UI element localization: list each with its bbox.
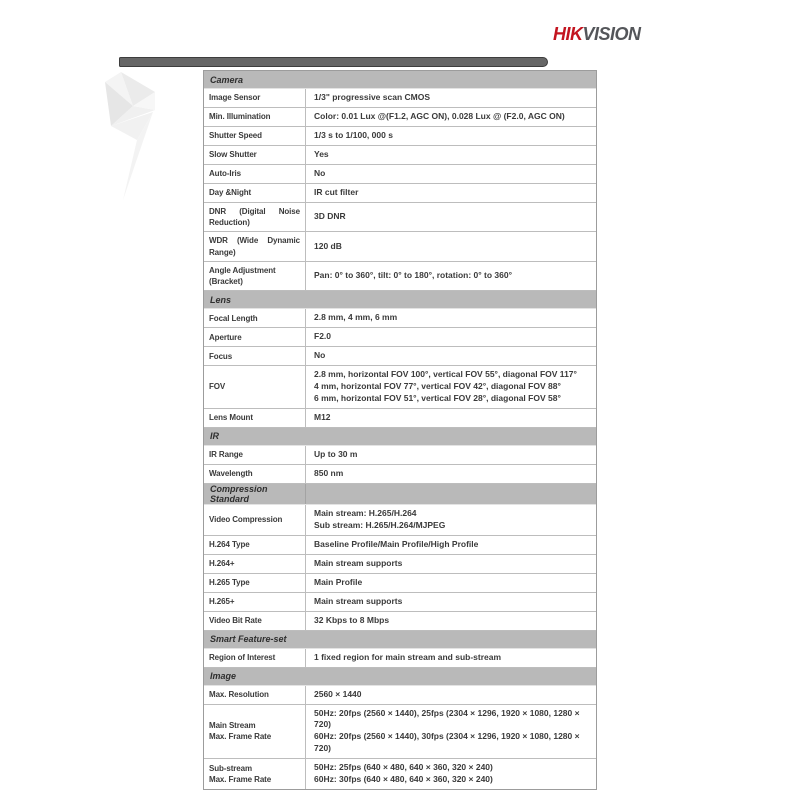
spec-value-line: 1 fixed region for main stream and sub-stream (314, 651, 502, 662)
spec-value-line: 1/3 s to 1/100, 000 s (314, 130, 393, 141)
spec-label-cell (204, 574, 306, 592)
spec-value-cell (306, 574, 596, 592)
spec-value-line: 120 dB (314, 240, 342, 251)
spec-label-line: DNR (Digital Noise Reduction) (209, 207, 300, 228)
spec-label-cell (204, 347, 306, 365)
section-title: Lens (210, 294, 232, 305)
spec-label-cell (204, 505, 306, 535)
section-header-lens (204, 291, 596, 309)
section-title: Camera (210, 74, 244, 85)
spec-row-dnr-digital-noise-reduction (204, 203, 596, 232)
spec-label-line: Main Stream (209, 721, 256, 731)
spec-label-cell (204, 146, 306, 164)
spec-value-line: Pan: 0° to 360°, tilt: 0° to 180°, rotation: 0° to 360° (314, 269, 512, 280)
section-header-cell (204, 71, 596, 88)
section-header-ir (204, 428, 596, 446)
spec-label-line: IR Range (209, 450, 243, 460)
section-header-cell (204, 428, 596, 445)
spec-label-line: Min. Illumination (209, 112, 271, 122)
spec-label-cell (204, 705, 306, 759)
logo-hik-text: HIK (553, 24, 583, 44)
spec-value-line: Baseline Profile/Main Profile/High Profile (314, 538, 479, 549)
spec-value-cell (306, 536, 596, 554)
section-header-compression-standard (204, 484, 596, 505)
spec-label-cell (204, 649, 306, 667)
spec-label-cell (204, 184, 306, 202)
spec-value-line: Up to 30 m (314, 448, 358, 459)
spec-row-sub-stream (204, 759, 596, 789)
spec-row-slow-shutter (204, 146, 596, 165)
spec-value-line: 32 Kbps to 8 Mbps (314, 614, 390, 625)
section-title: Image (210, 671, 237, 682)
spec-value-cell (306, 612, 596, 630)
spec-value-line: F2.0 (314, 331, 332, 342)
spec-value-cell (306, 649, 596, 667)
spec-label-cell (204, 536, 306, 554)
spec-value-cell (306, 146, 596, 164)
spec-label-line: Lens Mount (209, 413, 253, 423)
spec-label-line: Max. Resolution (209, 689, 269, 699)
spec-value-cell (306, 686, 596, 704)
spec-label-line: Image Sensor (209, 93, 261, 103)
spec-value-cell (306, 328, 596, 346)
spec-value-line: M12 (314, 411, 331, 422)
spec-value-line: 60Hz: 30fps (640 × 480, 640 × 360, 320 × 240) (314, 774, 493, 785)
spec-value-line: 2.8 mm, horizontal FOV 100°, vertical FOV 55°, diagonal FOV 117° (314, 369, 577, 380)
spec-value-cell (306, 366, 596, 408)
watermark-shape (103, 70, 165, 202)
spec-row-ir-range (204, 446, 596, 465)
section-header-cell (204, 631, 596, 648)
spec-value-cell (306, 465, 596, 483)
spec-value-cell (306, 347, 596, 365)
spec-row-h-265 (204, 593, 596, 612)
section-header-camera (204, 71, 596, 89)
logo-vision-text: VISION (582, 24, 641, 44)
spec-value-line: 50Hz: 25fps (640 × 480, 640 × 360, 320 × 240) (314, 762, 493, 773)
spec-value-cell (306, 165, 596, 183)
spec-row-min-illumination (204, 108, 596, 127)
spec-value-line: 60Hz: 20fps (2560 × 1440), 30fps (2304 × 1296, 1920 × 1080, 1280 × 720) (314, 731, 580, 754)
spec-label-cell (204, 759, 306, 789)
header-divider-bar (119, 57, 548, 67)
spec-label-cell (204, 409, 306, 427)
spec-label-line: FOV (209, 382, 226, 392)
spec-value-cell (306, 108, 596, 126)
spec-row-video-bit-rate (204, 612, 596, 631)
section-header-smart-feature-set (204, 631, 596, 649)
spec-label-cell (204, 108, 306, 126)
spec-label-cell (204, 446, 306, 464)
spec-value-cell (306, 89, 596, 107)
spec-label-line: Aperture (209, 332, 242, 342)
section-header-image (204, 668, 596, 686)
spec-row-fov (204, 366, 596, 409)
spec-value-line: Yes (314, 149, 329, 160)
spec-label-line: Slow Shutter (209, 150, 257, 160)
spec-label-cell (204, 328, 306, 346)
spec-label-line: Max. Frame Rate (209, 732, 272, 742)
spec-table (203, 70, 597, 790)
spec-label-cell (204, 555, 306, 573)
spec-label-cell (204, 612, 306, 630)
spec-row-max-resolution (204, 686, 596, 705)
spec-label-cell (204, 366, 306, 408)
spec-row-lens-mount (204, 409, 596, 428)
spec-row-main-stream (204, 705, 596, 760)
spec-value-line: 850 nm (314, 467, 344, 478)
spec-value-cell (306, 505, 596, 535)
spec-label-line: Auto-Iris (209, 169, 241, 179)
spec-label-line: Shutter Speed (209, 131, 262, 141)
spec-row-region-of-interest (204, 649, 596, 668)
spec-value-line: 1/3" progressive scan CMOS (314, 92, 430, 103)
spec-value-cell (306, 446, 596, 464)
spec-label-line: Focus (209, 351, 233, 361)
spec-row-h-264 (204, 555, 596, 574)
spec-row-auto-iris (204, 165, 596, 184)
spec-label-cell (204, 89, 306, 107)
spec-row-focal-length (204, 309, 596, 328)
spec-value-line: Sub stream: H.265/H.264/MJPEG (314, 519, 446, 530)
spec-label-cell (204, 686, 306, 704)
spec-value-line: No (314, 350, 326, 361)
spec-value-cell (306, 309, 596, 327)
spec-label-cell (204, 465, 306, 483)
spec-value-line: Main Profile (314, 576, 363, 587)
section-header-cell (204, 484, 306, 504)
spec-row-aperture (204, 328, 596, 347)
spec-value-line: 2560 × 1440 (314, 688, 362, 699)
spec-value-cell (306, 555, 596, 573)
section-title: Compression Standard (210, 483, 268, 504)
spec-value-cell (306, 705, 596, 759)
spec-value-line: 6 mm, horizontal FOV 51°, vertical FOV 28°, diagonal FOV 58° (314, 392, 561, 403)
spec-label-line: Day &Night (209, 188, 252, 198)
spec-label-cell (204, 593, 306, 611)
spec-value-cell (306, 203, 596, 231)
spec-label-cell (204, 127, 306, 145)
spec-label-line: H.265 Type (209, 577, 250, 587)
spec-value-line: Main stream supports (314, 557, 403, 568)
spec-value-line: 50Hz: 20fps (2560 × 1440), 25fps (2304 × 1296, 1920 × 1080, 1280 × 720) (314, 707, 580, 730)
section-header-empty-cell (306, 484, 596, 504)
spec-value-line: Main stream supports (314, 595, 403, 606)
spec-label-cell (204, 309, 306, 327)
spec-row-image-sensor (204, 89, 596, 108)
spec-label-line: Focal Length (209, 313, 258, 323)
spec-label-cell (204, 203, 306, 231)
spec-label-line: H.264+ (209, 558, 235, 568)
spec-label-cell (204, 232, 306, 260)
section-header-cell (204, 668, 596, 685)
spec-label-line: Video Bit Rate (209, 615, 262, 625)
spec-row-h-264-type (204, 536, 596, 555)
spec-label-cell (204, 165, 306, 183)
spec-value-line: IR cut filter (314, 187, 359, 198)
section-title: Smart Feature-set (210, 634, 287, 645)
spec-value-cell (306, 262, 596, 290)
hikvision-logo (553, 24, 641, 45)
spec-value-cell (306, 759, 596, 789)
spec-value-line: 3D DNR (314, 211, 346, 222)
spec-value-cell (306, 232, 596, 260)
spec-value-line: Main stream: H.265/H.264 (314, 507, 417, 518)
spec-label-cell (204, 262, 306, 290)
spec-label-line: Region of Interest (209, 652, 276, 662)
spec-label-line: Sub-stream (209, 763, 253, 773)
spec-label-line: Max. Frame Rate (209, 775, 272, 785)
section-title: IR (210, 431, 219, 442)
spec-row-focus (204, 347, 596, 366)
spec-label-line: Video Compression (209, 515, 283, 525)
spec-label-line: H.265+ (209, 596, 235, 606)
spec-value-line: Color: 0.01 Lux @(F1.2, AGC ON), 0.028 Lux @ (F2.0, AGC ON) (314, 111, 565, 122)
spec-value-cell (306, 184, 596, 202)
spec-value-line: No (314, 168, 326, 179)
spec-label-line: Wavelength (209, 469, 253, 479)
spec-row-wavelength (204, 465, 596, 484)
spec-row-day-night (204, 184, 596, 203)
spec-label-line: WDR (Wide Dynamic Range) (209, 236, 300, 257)
spec-label-line: Angle Adjustment (Bracket) (209, 265, 276, 286)
spec-row-shutter-speed (204, 127, 596, 146)
spec-row-video-compression (204, 505, 596, 536)
spec-label-line: H.264 Type (209, 539, 250, 549)
section-header-cell (204, 291, 596, 308)
spec-value-line: 4 mm, horizontal FOV 77°, vertical FOV 42°, diagonal FOV 88° (314, 381, 561, 392)
spec-value-cell (306, 127, 596, 145)
spec-value-line: 2.8 mm, 4 mm, 6 mm (314, 312, 398, 323)
spec-row-angle-adjustment-bracket (204, 262, 596, 291)
spec-row-h-265-type (204, 574, 596, 593)
spec-value-cell (306, 593, 596, 611)
spec-value-cell (306, 409, 596, 427)
spec-row-wdr-wide-dynamic-range (204, 232, 596, 261)
